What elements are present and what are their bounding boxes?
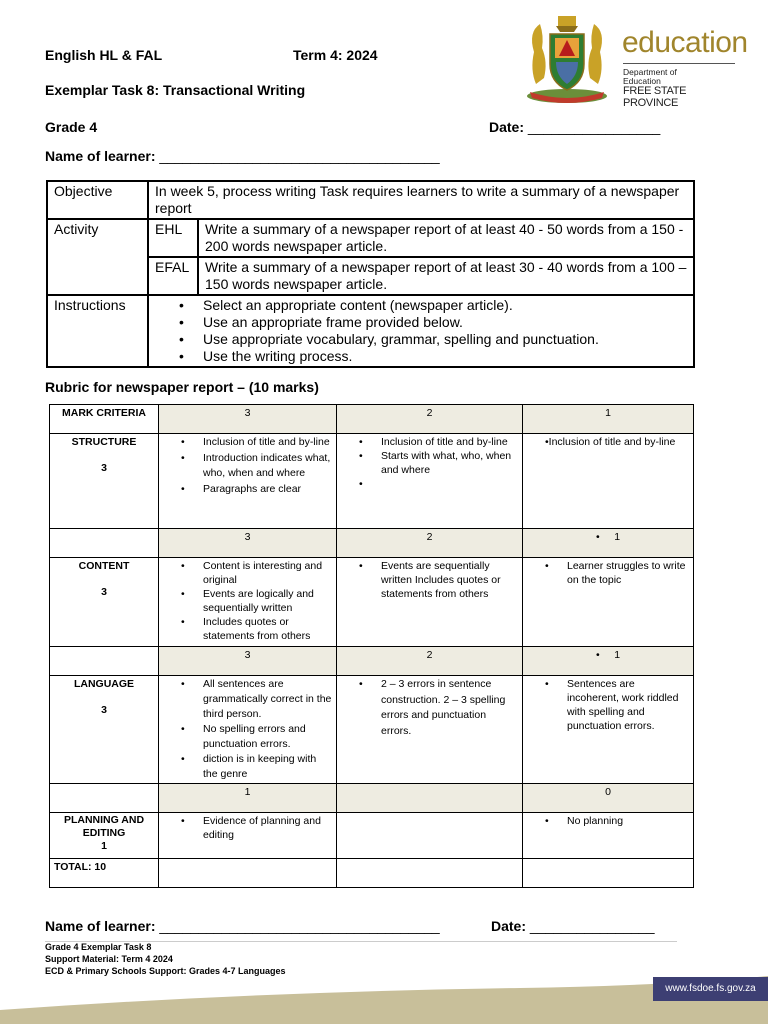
list-item: • Use an appropriate frame provided below. [179,314,687,331]
table-row [50,558,694,647]
date-line: _________________ [527,119,661,135]
content-marks: 3 [101,586,107,598]
planning-label: PLANNING AND EDITING [63,814,145,839]
table-row [50,434,694,529]
list-item: • Includes quotes or statements from others [181,615,332,643]
list-item: • Sentences are incoherent, work riddled with spelling and punctuation errors. [545,677,689,733]
content-mark-1: • 1 [523,529,694,558]
objective-row [47,181,694,219]
rubric-title: Rubric for newspaper report – (10 marks) [45,379,319,395]
content-criteria [50,558,159,647]
planning-mark-empty [337,784,523,813]
list-item: • Events are logically and sequentially written [181,587,332,615]
footer-date-label: Date: [491,918,527,934]
dept-line-1: Department of [623,67,677,77]
list-item: • Select an appropriate content (newspaper article). [179,297,687,314]
dept-line-2: Education [623,76,661,86]
planning-marks: 1 [101,840,107,852]
footer-date-line: ________________ [529,918,655,934]
date-label: Date: [489,119,525,135]
structure-marks: 3 [101,462,107,474]
website-link[interactable]: www.fsdoe.fs.gov.za [653,977,768,1001]
empty-cell [50,784,159,813]
table-row [50,813,694,859]
empty-cell [523,859,694,888]
instructions-row [47,295,694,367]
objective-table [46,180,695,368]
language-mark-1: • 1 [523,647,694,676]
objective-text: In week 5, process writing Task requires learners to write a summary of a newspaper report [148,181,694,219]
list-item: • Evidence of planning and editing [181,814,332,842]
list-item: • Events are sequentially written Includes quotes or statements from others [359,559,518,601]
table-row [50,676,694,784]
brand-text: education [622,26,748,59]
empty-cell [50,529,159,558]
list-item: • Content is interesting and original [181,559,332,587]
table-row [50,647,694,676]
structure-col3 [163,435,332,497]
header-mark-2: 2 [337,405,523,434]
name-label: Name of learner: [45,148,156,164]
planning-mark-1: 1 [159,784,337,813]
header-mark-3: 3 [159,405,337,434]
table-row [50,529,694,558]
list-item: • All sentences are grammatically correct in the third person. [181,677,332,722]
footer-name-label: Name of learner: [45,918,156,934]
list-item: • Use appropriate vocabulary, grammar, spelling and punctuation. [179,331,687,348]
list-item: • diction is in keeping with the genre [181,752,332,782]
subject-title: English HL & FAL [45,47,163,63]
table-row [50,784,694,813]
ehl-label: EHL [148,219,198,257]
instructions-label: Instructions [47,295,148,367]
content-col3 [163,559,332,643]
structure-col1: •Inclusion of title and by-line [523,434,694,529]
ehl-text: Write a summary of a newspaper report of at least 40 - 50 words from a 150 - 200 words newspaper article. [198,219,694,257]
footer-line-1: Grade 4 Exemplar Task 8 [45,942,152,952]
name-line: ____________________________________ [159,148,440,164]
total-label: TOTAL: 10 [50,859,159,888]
activity-label: Activity [47,219,148,295]
list-item: • Paragraphs are clear [181,482,332,498]
coat-of-arms-icon [522,12,612,106]
header-mark-1: 1 [523,405,694,434]
list-item: • 2 – 3 errors in sentence construction. 2 – 3 spelling errors and punctuation errors. [359,677,518,739]
department-logo [522,12,748,109]
term-title: Term 4: 2024 [293,47,378,63]
empty-cell [337,859,523,888]
table-row [50,859,694,888]
footer-name-line: ____________________________________ [159,918,440,934]
list-item: • No planning [545,814,689,828]
name-field [45,148,440,164]
list-item: • No spelling errors and punctuation errors. [181,722,332,752]
empty-cell [159,859,337,888]
efal-text: Write a summary of a newspaper report of at least 30 - 40 words from a 100 – 150 words newspaper article. [198,257,694,295]
date-field [489,119,660,135]
language-marks: 3 [101,704,107,716]
planning-criteria [50,813,159,859]
mark-criteria-header: MARK CRITERIA [50,405,159,434]
language-col3 [163,677,332,782]
list-item: • Learner struggles to write on the topic [545,559,689,587]
language-col1 [527,677,689,733]
content-mark-2: 2 [337,529,523,558]
language-mark-2: 2 [337,647,523,676]
language-label: LANGUAGE [73,678,135,690]
logo-rule [623,63,735,64]
list-item: • Introduction indicates what, who, when and where [181,451,332,482]
activity-row-ehl [47,219,694,257]
table-row [50,405,694,434]
grade-label: Grade 4 [45,119,98,135]
content-col2 [341,559,518,601]
list-item: • Starts with what, who, when and where [359,449,518,477]
list-item: • Inclusion of title and by-line [181,435,332,451]
content-col1 [527,559,689,587]
content-mark-3: 3 [159,529,337,558]
instructions-list [155,297,687,365]
footer-date-field [491,918,654,934]
list-item: • Inclusion of title and by-line [359,435,518,449]
content-label: CONTENT [78,560,130,572]
structure-col2 [341,435,518,491]
objective-label: Objective [47,181,148,219]
rubric-table [49,404,694,888]
empty-cell [50,647,159,676]
list-item [359,477,518,491]
footer-line-2: Support Material: Term 4 2024 [45,954,173,964]
task-title: Exemplar Task 8: Transactional Writing [45,82,306,98]
planning-col3 [163,814,332,842]
structure-label: STRUCTURE [71,436,137,448]
footer-name-field [45,918,440,934]
language-criteria [50,676,159,784]
structure-criteria [50,434,159,529]
empty-cell [337,813,523,859]
planning-col1 [527,814,689,828]
efal-label: EFAL [148,257,198,295]
province-text: FREE STATE PROVINCE [623,85,687,109]
language-mark-3: 3 [159,647,337,676]
footer-line-3: ECD & Primary Schools Support: Grades 4-7 Languages [45,966,286,976]
planning-mark-0: 0 [523,784,694,813]
list-item: • Use the writing process. [179,348,687,365]
language-col2 [341,677,518,739]
